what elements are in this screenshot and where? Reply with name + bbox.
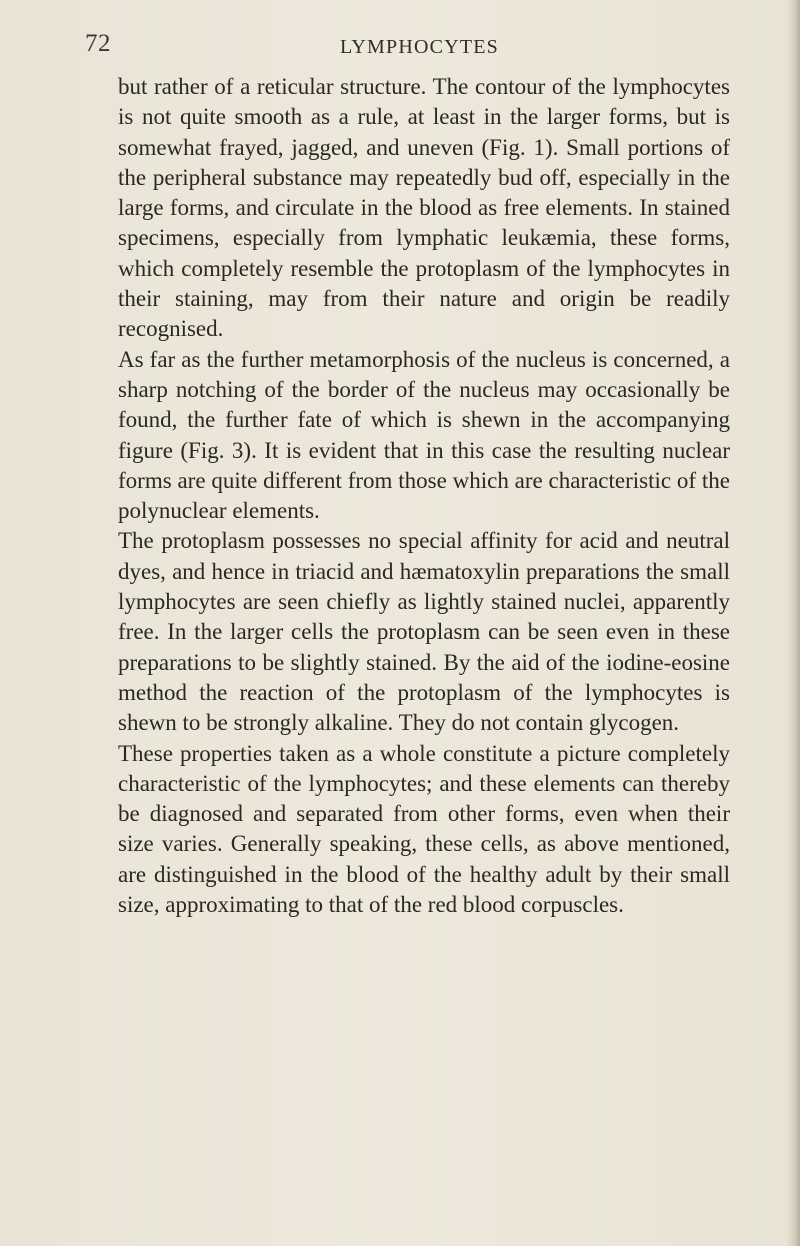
paragraph-1: but rather of a reticular structure. The contour of the lymphocytes is not quite smooth as a rule, at least in the larger forms, but is somewhat frayed, jagged, and uneven (Fig. 1). Small portions of the peripheral substance may repeatedly bud off, especially in the large forms, and circulate in the blood as free elements. In stained specimens, especially from lymphatic leukæmia, these forms, which completely resemble the protoplasm of the lymphocytes in their staining, may from their nature and origin be readily recognised.: [118, 74, 730, 342]
running-head: LYMPHOCYTES: [340, 36, 499, 58]
page-number: 72: [85, 30, 111, 57]
paragraph-3: The protoplasm possesses no special affinity for acid and neutral dyes, and hence in triacid and hæmatoxylin preparations the small lymphocytes are seen chiefly as lightly stained nuclei, apparently free. In the larger cells the protoplasm can be seen even in these preparations to be slightly stained. By the aid of the iodine-eosine method the reaction of the protoplasm of the lymphocytes is shewn to be strongly alkaline. They do not contain glycogen.: [118, 528, 730, 736]
body-text: [118, 72, 730, 920]
page-edge-shadow: [786, 0, 800, 1246]
page-header: [0, 30, 800, 60]
paragraph-2: As far as the further metamorphosis of the nucleus is concerned, a sharp notching of the border of the nucleus may occasionally be found, the further fate of which is shewn in the accompanying figure (Fig. 3). It is evident that in this case the resulting nuclear forms are quite different from those which are characteristic of the polynuclear elements.: [118, 346, 730, 524]
paragraph-4: These properties taken as a whole constitute a picture completely characteristic of the lymphocytes; and these elements can thereby be diagnosed and separated from other forms, even when their size varies. Generally speaking, these cells, as above mentioned, are distinguished in the blood of the healthy adult by their small size, approximating to that of the red blood corpuscles.: [118, 740, 730, 918]
